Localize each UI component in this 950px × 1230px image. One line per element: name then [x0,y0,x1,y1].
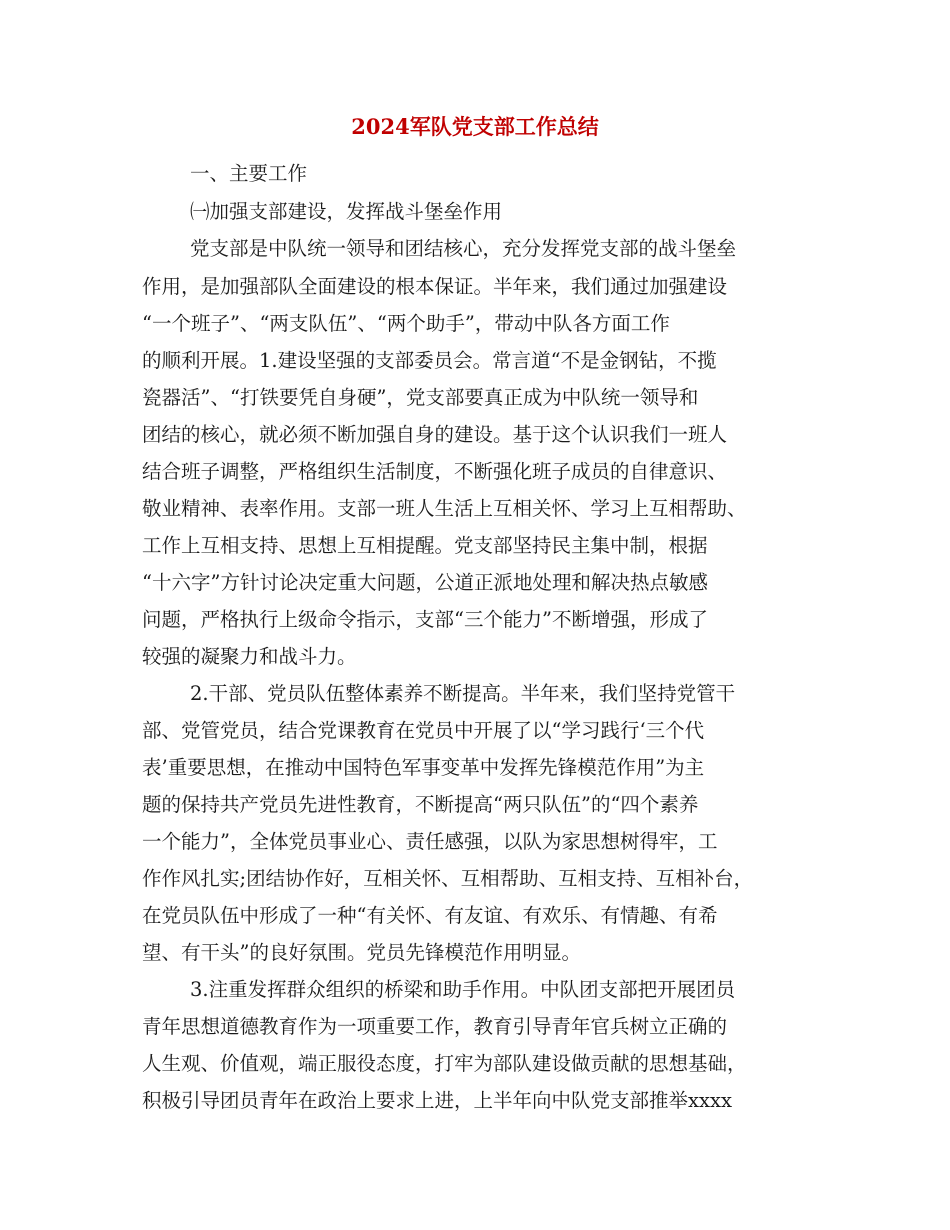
paragraph-line: 积极引导团员青年在政治上要求上进，上半年向中队党支部推举xxxx [142,1089,732,1112]
paragraph-line: 结合班子调整，严格组织生活制度，不断强化班子成员的自律意识、 [142,460,728,483]
paragraph-line: 3.注重发挥群众组织的桥梁和助手作用。中队团支部把开展团员 [190,978,736,1001]
paragraph-line: 部、党管党员，结合党课教育在党员中开展了以“学习践行‘三个代 [142,719,705,742]
paragraph-line: 人生观、价值观，端正服役态度，打牢为部队建设做贡献的思想基础， [142,1052,747,1075]
paragraph-line: 问题，严格执行上级命令指示，支部“三个能力”不断增强，形成了 [142,608,708,631]
paragraph-line: “一个班子”、“两支队伍”、“两个助手”，带动中队各方面工作 [142,312,670,335]
paragraph-line: 党支部是中队统一领导和团结核心，充分发挥党支部的战斗堡垒 [190,237,737,260]
paragraph-line: 的顺利开展。1.建设坚强的支部委员会。常言道“不是金钢钻，不揽 [142,349,717,372]
paragraph-line: 望、有干头”的良好氛围。党员先锋模范作用明显。 [142,941,581,964]
paragraph-line: 2.干部、党员队伍整体素养不断提高。半年来，我们坚持党管干 [190,682,736,705]
paragraph-line: 题的保持共产党员先进性教育，不断提高“两只队伍”的“四个素养 [142,793,699,816]
document-title: 2024军队党支部工作总结 [351,114,599,139]
paragraph-line: 团结的核心，就必须不断加强自身的建设。基于这个认识我们一班人 [142,423,728,446]
paragraph-line: 表’重要思想，在推动中国特色军事变革中发挥先锋模范作用”为主 [142,756,705,779]
paragraph-line: 敬业精神、表率作用。支部一班人生活上互相关怀、学习上互相帮助、 [142,497,747,520]
paragraph-line: 作用，是加强部队全面建设的根本保证。半年来，我们通过加强建设 [142,275,728,298]
paragraph-line: 一个能力”，全体党员事业心、责任感强，以队为家思想树得牢，工 [142,830,718,853]
paragraph-line: 瓷器活”、“打铁要凭自身硬”，党支部要真正成为中队统一领导和 [142,386,699,409]
paragraph-line: 工作上互相支持、思想上互相提醒。党支部坚持民主集中制，根据 [142,534,708,557]
subsection-heading: ㈠加强支部建设，发挥战斗堡垒作用 [190,200,503,223]
paragraph-line: 较强的凝聚力和战斗力。 [142,645,357,668]
paragraph-line: “十六字”方针讨论决定重大问题，公道正派地处理和解决热点敏感 [142,571,708,594]
paragraph-line: 在党员队伍中形成了一种“有关怀、有友谊、有欢乐、有情趣、有希 [142,904,718,927]
paragraph-line: 作作风扎实;团结协作好，互相关怀、互相帮助、互相支持、互相补台， [142,867,754,890]
section-heading: 一、主要工作 [190,162,308,185]
paragraph-line: 青年思想道德教育作为一项重要工作，教育引导青年官兵树立正确的 [142,1015,728,1038]
